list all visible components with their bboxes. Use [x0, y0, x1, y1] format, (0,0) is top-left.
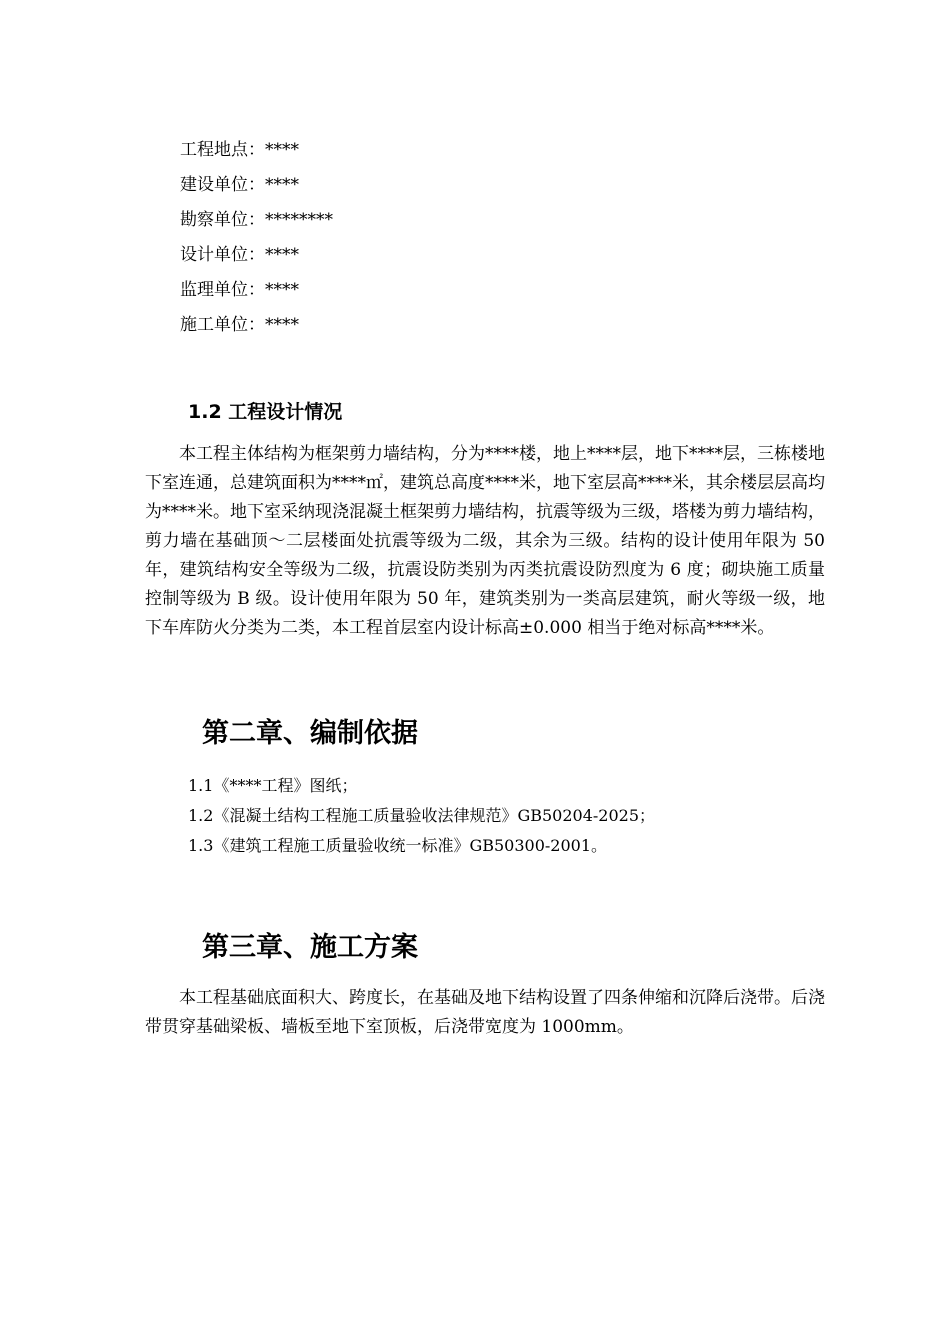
supervision-unit: 监理单位：****	[180, 280, 299, 300]
basis-item: 1.2《混凝土结构工程施工质量验收法律规范》GB50204-2025；	[188, 806, 656, 825]
construction-owner: 建设单位：****	[180, 175, 299, 195]
chapter-3-title: 第三章、施工方案	[202, 932, 418, 963]
project-info-list	[180, 133, 333, 343]
basis-list	[188, 771, 655, 861]
basis-item: 1.3《建筑工程施工质量验收统一标准》GB50300-2001。	[188, 836, 608, 855]
survey-unit: 勘察单位：********	[180, 210, 333, 230]
design-unit: 设计单位：****	[180, 245, 299, 265]
plan-paragraph: 本工程基础底面积大、跨度长，在基础及地下结构设置了四条伸缩和沉降后浇带。后浇带贯穿基础梁板、墙板至地下室顶板，后浇带宽度为 1000mm。	[145, 988, 825, 1037]
contractor-unit: 施工单位：****	[180, 315, 299, 335]
basis-item: 1.1《****工程》图纸；	[188, 776, 358, 795]
project-location: 工程地点：****	[180, 140, 299, 160]
chapter-2-title: 第二章、编制依据	[202, 718, 418, 749]
section-heading-design: 1.2 工程设计情况	[188, 401, 343, 423]
design-paragraph: 本工程主体结构为框架剪力墙结构，分为****楼，地上****层，地下****层，三栋楼地下室连通，总建筑面积为****㎡，建筑总高度****米，地下室层高****米，其余楼层层高均为****米。地下室采纳现浇混凝土框架剪力墙结构，抗震等级为三级，塔楼为剪力墙结构，剪力墙在基础顶～二层楼面处抗震等级为二级，其余为三级。结构的设计使用年限为 50 年，建筑结构安全等级为二级，抗震设防类别为丙类抗震设防烈度为 6 度；砌块施工质量控制等级为 B 级。设计使用年限为 50 年，建筑类别为一类高层建筑，耐火等级一级，地下车库防火分类为二类，本工程首层室内设计标高±0.000 相当于绝对标高****米。	[145, 444, 825, 638]
